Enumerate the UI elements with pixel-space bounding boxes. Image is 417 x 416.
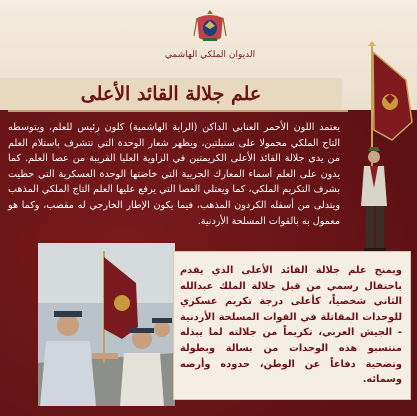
- page-title: علم جلالة القائد الأعلى: [80, 83, 262, 105]
- honor-paragraph: ويمنح علم جلالة القائد الأعلى الذي يقدم باحتفال رسمي من قبل جلالة الملك عبدالله الثاني شخصياً، كأعلى درجة تكريم عسكري للوحدات المقاتلة في القوات المسلحة الأردنية - الجيش العربي، تكريماً من جلالته لما يبذله منتسبو هذه الوحدات من بسالة وبطولة وتضحية دفاعاً عن الوطن، حدوده وأرضه وسمائه.: [180, 265, 402, 386]
- flag-bearer-illustration: [344, 40, 417, 270]
- brand-text: الديوان الملكي الهاشمي: [164, 50, 256, 60]
- ceremony-photo: [38, 243, 175, 406]
- title-divider: [8, 110, 348, 112]
- description-paragraph: يعتمد اللون الأحمر العنابي الداكن (الراية الهاشمية) كلون رئيس للعلم، ويتوسطه التاج الملكي محمولا على سنبلتين، ويظهر شعار الوحدة التي تتشرف باستلام العلم من يدي جلالة القائد الأعلى الكريمتين في الزاوية العليا القريبة من عصا العلم. كما يدون على العلم أسماء المعارك الحربية التي خاضتها الوحدة العسكرية التي حظيت بشرف التكريم الملكي، كما ويعتلي العصا التي يرفع عليها العلم التاج الملكي المذهب ويتدلى من أسفله الكردون المذهب، فيما يكون الإطار الخارجي له مقصب، وكما هو معمول به بالقوات المسلحة الأردنية.: [8, 122, 340, 227]
- jordan-coat-of-arms-icon: [193, 8, 227, 46]
